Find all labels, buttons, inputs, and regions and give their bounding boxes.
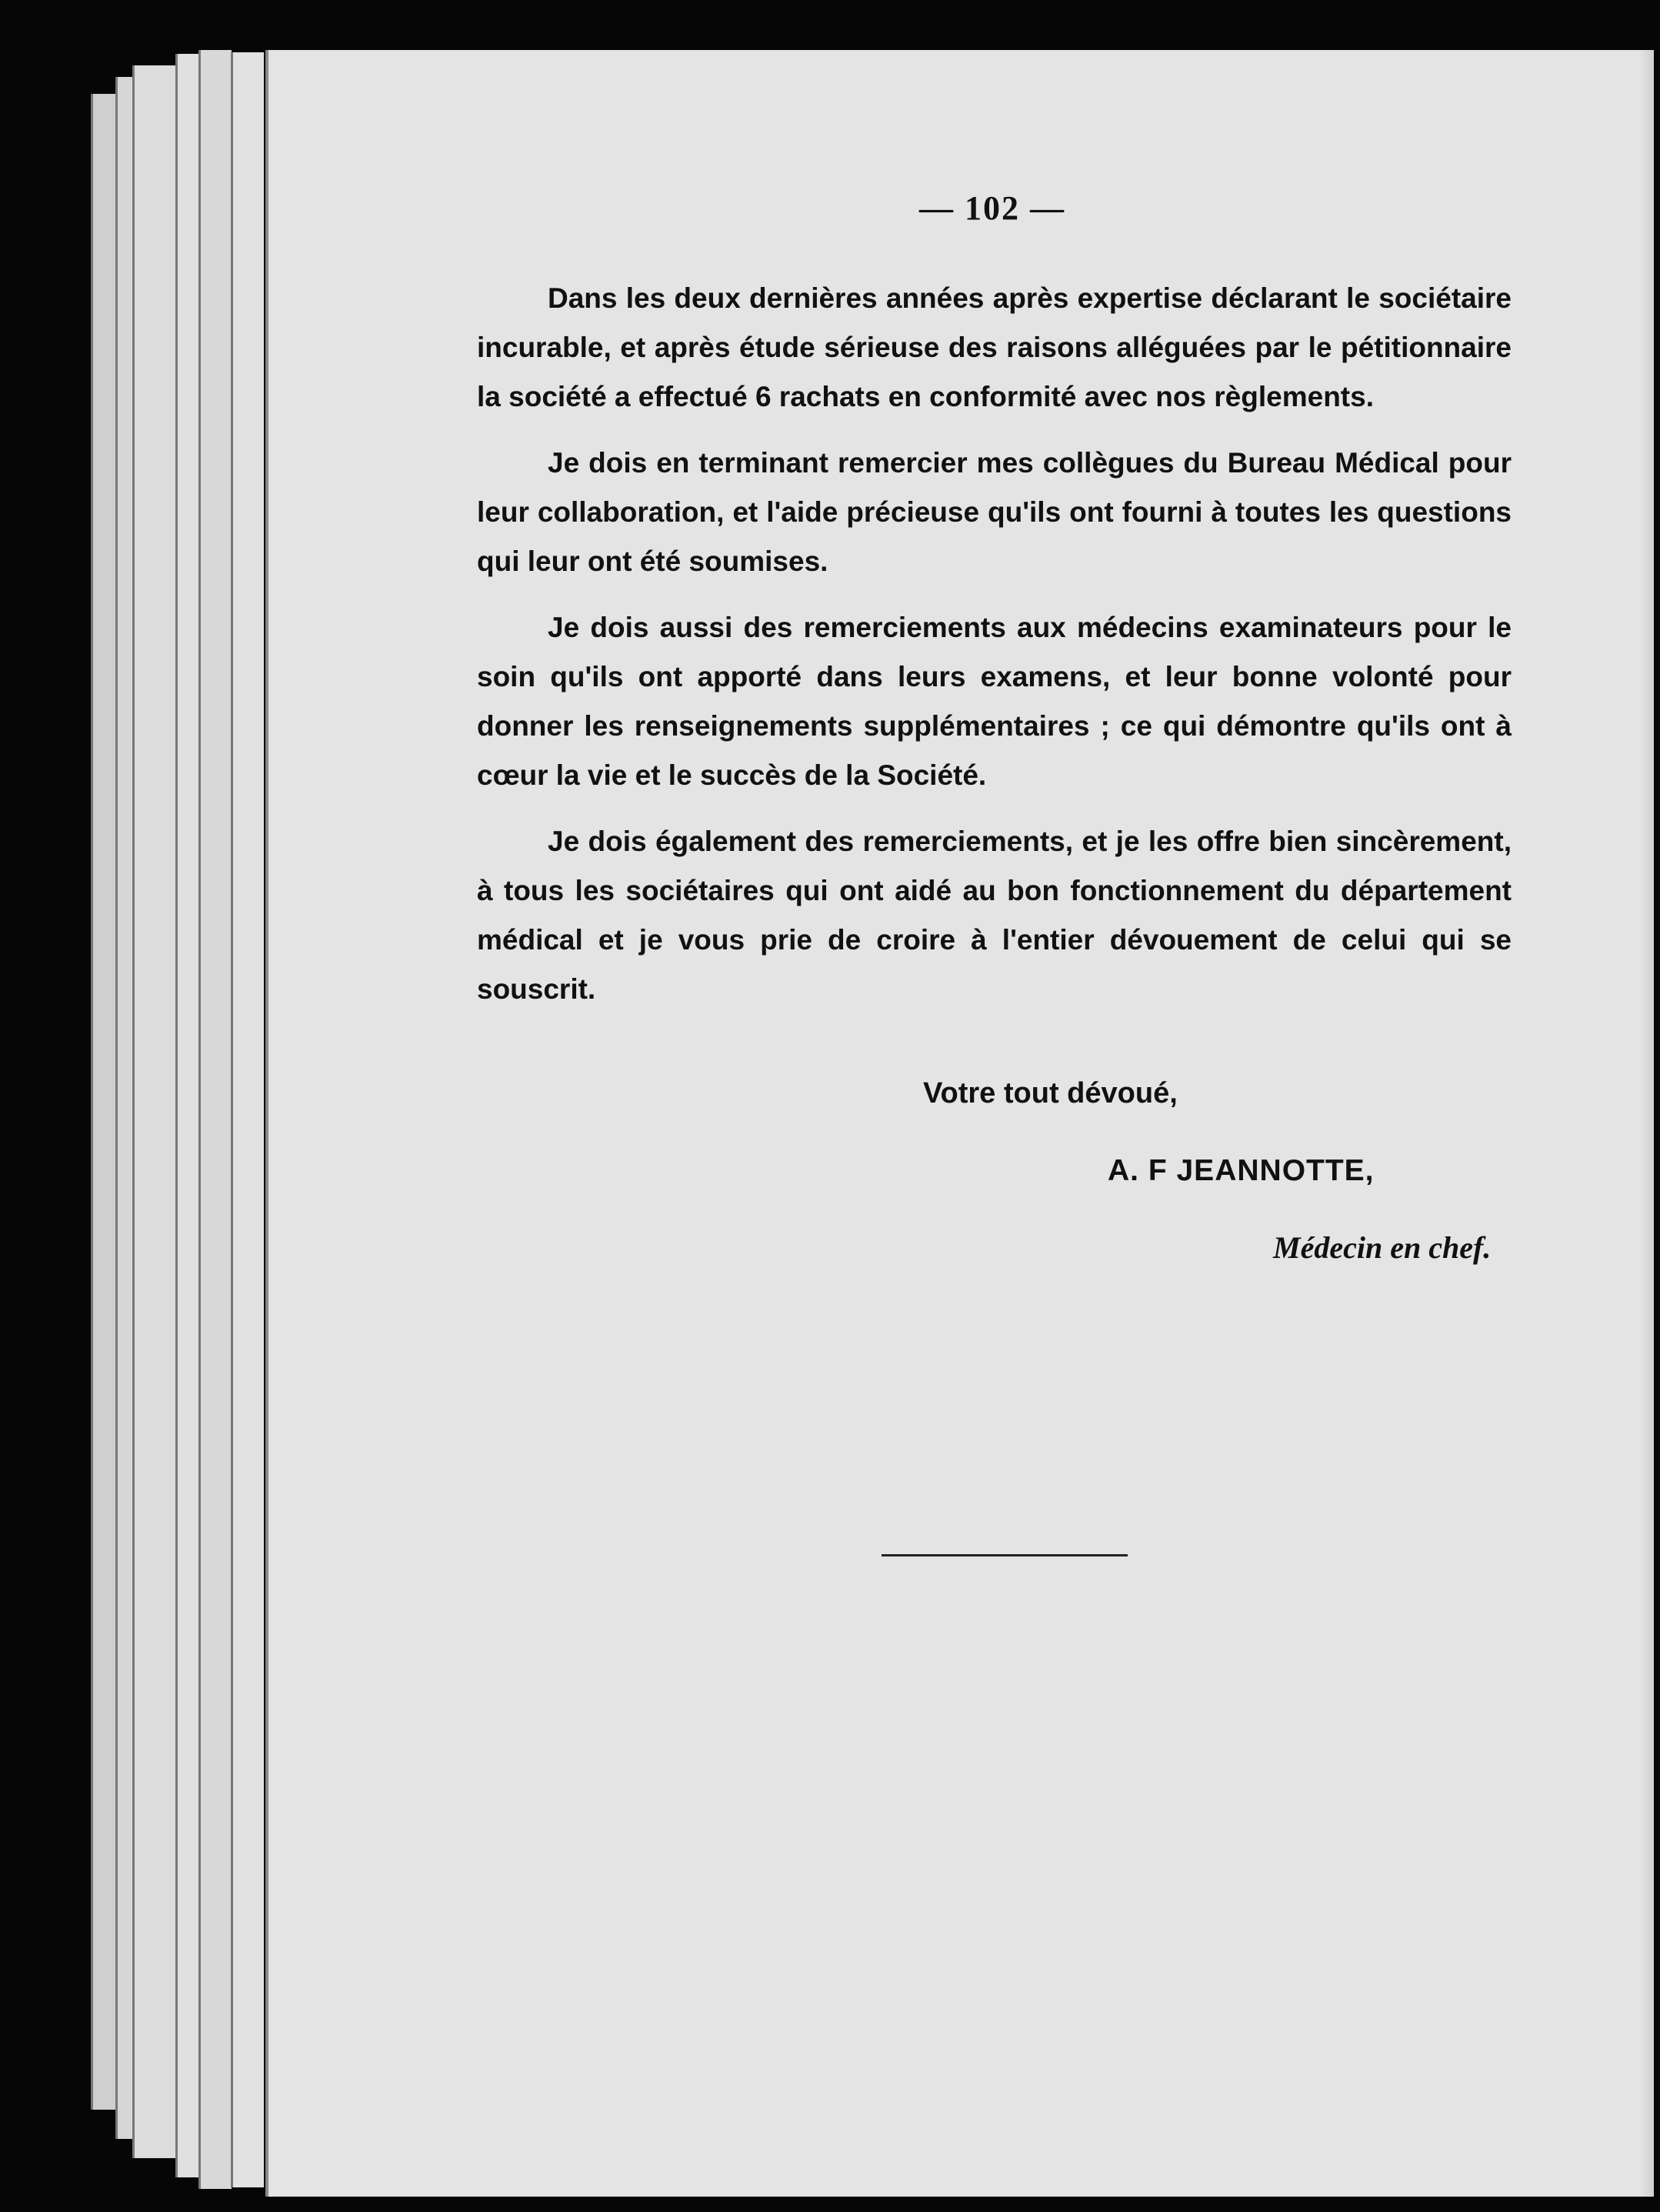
paragraph: Dans les deux dernières années après expertise déclarant le sociétaire incurable, et après étude sérieuse des raisons alléguées par le pétitionnaire la société a effectué 6 rachats en conformité avec nos règlements. <box>477 282 1512 412</box>
paragraph: Je dois également des remerciements, et je les offre bien sincèrement, à tous les sociétaires qui ont aidé au bon fonctionnement du département médical et je vous prie de croire à l'entier dévouement de celui qui se souscrit. <box>477 826 1512 1005</box>
paragraph: Je dois aussi des remerciements aux médecins examinateurs pour le soin qu'ils ont apporté dans leurs examens, et leur bonne volonté pour donner les renseignements supplémentaires ; ce qui démontre qu'ils ont à cœur la vie et le succès de la Société. <box>477 612 1512 791</box>
paragraph: Je dois en terminant remercier mes collègues du Bureau Médical pour leur collaboration, et l'aide précieuse qu'ils ont fourni à toutes les questions qui leur ont été soumises. <box>477 447 1512 577</box>
body-text <box>477 274 1512 1031</box>
horizontal-rule <box>882 1554 1128 1556</box>
page-number: — 102 — <box>919 189 1065 227</box>
page-shadow <box>1640 50 1654 2197</box>
letter-closing: Votre tout dévoué, <box>923 1077 1178 1109</box>
signature-name: A. F JEANNOTTE, <box>1108 1154 1375 1187</box>
page-edge <box>231 52 264 2187</box>
page-edge <box>198 50 232 2189</box>
signature-title: Médecin en chef. <box>1273 1230 1492 1265</box>
